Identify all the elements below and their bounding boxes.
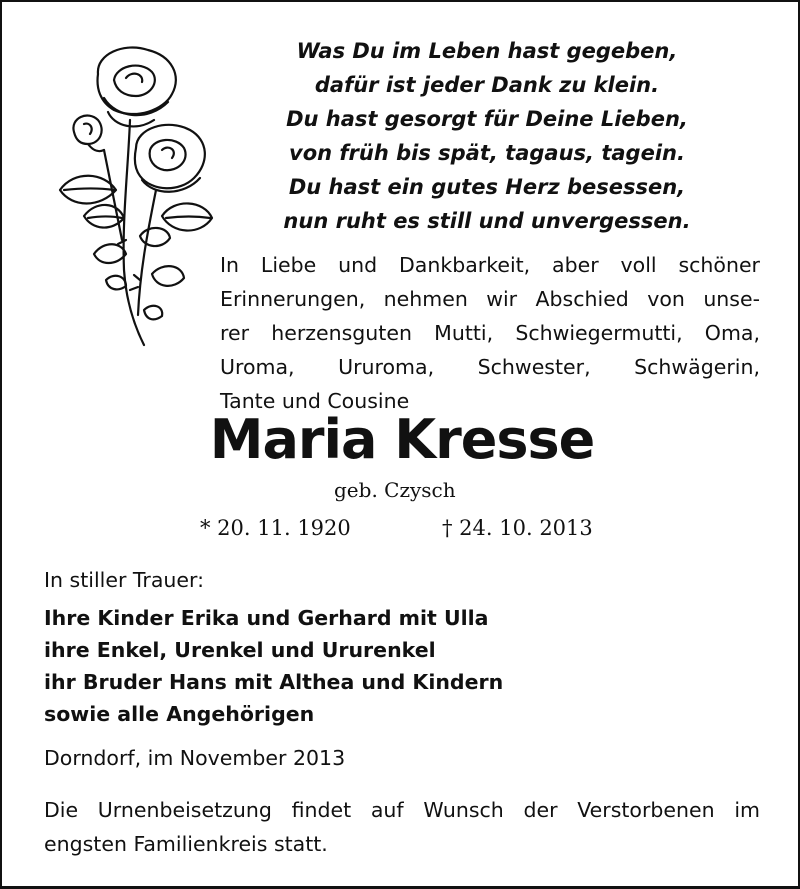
intro-line: Uroma, Ururoma, Schwester, Schwägerin, [220,355,760,379]
deceased-name: Maria Kresse [209,408,595,471]
rose-icon [44,40,216,352]
intro-line: In Liebe und Dankbarkeit, aber voll schöner [220,253,760,277]
poem-line: von früh bis spät, tagaus, tagein. [289,141,685,165]
birth-date: * 20. 11. 1920 [200,516,351,540]
mourner-line: ihre Enkel, Urenkel und Ururenkel [44,638,436,662]
poem-line: Du hast ein gutes Herz besessen, [288,175,686,199]
poem-line: Was Du im Leben hast gegeben, [296,39,678,63]
poem-line: Du hast gesorgt für Deine Lieben, [286,107,688,131]
place-date: Dorndorf, im November 2013 [44,746,346,770]
mourner-line: ihr Bruder Hans mit Althea und Kindern [44,670,504,694]
poem-line: nun ruht es still und unvergessen. [283,209,691,233]
mourner-line: sowie alle Angehörigen [44,702,315,726]
death-date: † 24. 10. 2013 [442,516,593,540]
intro-line: Tante und Cousine [220,389,410,413]
maiden-name: geb. Czysch [334,478,456,502]
mourner-line: Ihre Kinder Erika und Gerhard mit Ulla [44,606,489,630]
mourning-heading: In stiller Trauer: [44,568,204,592]
intro-line: Erinnerungen, nehmen wir Abschied von unse- [220,287,760,311]
intro-line: rer herzensguten Mutti, Schwiegermutti, Oma, [220,321,760,345]
burial-line: Die Urnenbeisetzung findet auf Wunsch der Verstorbenen im [44,798,760,822]
poem [252,34,722,238]
intro-text [220,248,760,418]
poem-line: dafür ist jeder Dank zu klein. [314,73,660,97]
burial-notice [44,793,760,861]
burial-line: engsten Familienkreis statt. [44,832,328,856]
mourners-list [44,602,503,730]
